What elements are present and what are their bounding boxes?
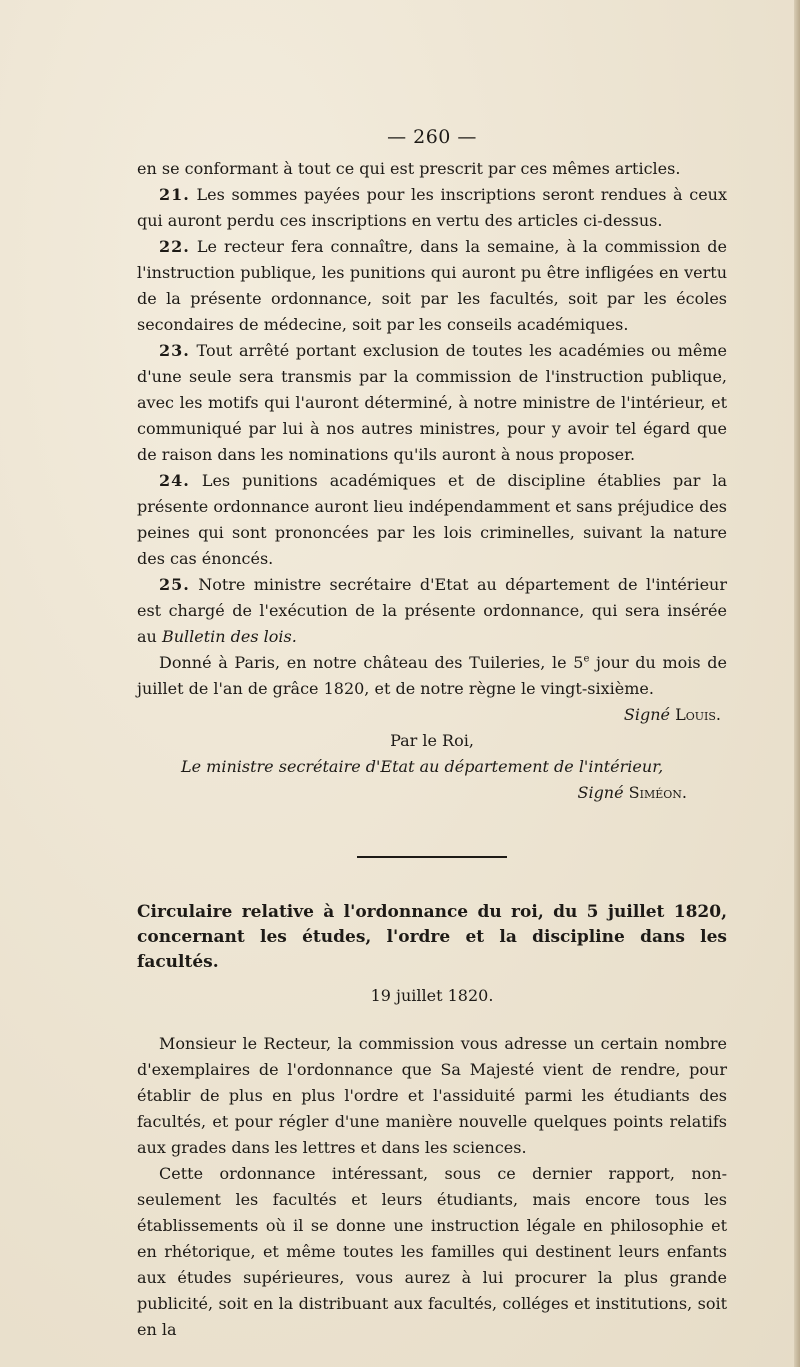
article-23 bbox=[137, 338, 727, 468]
article-text: Le recteur fera connaître, dans la semaine, à la commission de l'instruction publique, les punitions qui auront pu être infligées en vertu de la présente ordonnance, soit par les facultés, soit par les écoles secondaires de médecine, soit par les conseils académiques. bbox=[137, 237, 727, 334]
article-number: 24. bbox=[159, 471, 190, 490]
given-text-a: Donné à Paris, en notre château des Tuileries, le 5 bbox=[159, 653, 584, 672]
article-22 bbox=[137, 234, 727, 338]
superscript: e bbox=[583, 653, 590, 665]
article-number: 21. bbox=[159, 185, 190, 204]
section-divider bbox=[357, 856, 507, 858]
article-text: Les punitions académiques et de discipline établies par la présente ordonnance auront lieu indépendamment et sans préjudice des peines qui sont prononcées par les lois criminelles, suivant la nature des cas énoncés. bbox=[137, 471, 728, 568]
signer-name: Louis. bbox=[675, 705, 721, 724]
circular-paragraph-2: Cette ordonnance intéressant, sous ce dernier rapport, non-seulement les facultés et leurs étudiants, mais encore tous les établissements où il se donne une instruction légale en philosophie et en rhétorique, et même toutes les familles qui destinent leurs enfants aux études supérieures, vous aurez à lui procurer la plus grande publicité, soit en la distribuant aux facultés, colléges et institutions, soit en la bbox=[137, 1164, 727, 1339]
article-number: 25. bbox=[159, 575, 190, 594]
paragraph-continuation: en se conformant à tout ce qui est prescrit par ces mêmes articles. bbox=[137, 159, 681, 178]
article-25 bbox=[137, 572, 727, 650]
article-text: Les sommes payées pour les inscriptions seront rendues à ceux qui auront perdu ces inscriptions en vertu des articles ci-dessus. bbox=[137, 185, 727, 230]
minister-title: Le ministre secrétaire d'Etat au département de l'intérieur, bbox=[181, 757, 664, 776]
circular-paragraph-1: Monsieur le Recteur, la commission vous adresse un certain nombre d'exemplaires de l'ordonnance que Sa Majesté vient de rendre, pour établir de plus en plus l'ordre et l'assiduité parmi les étudiants des facultés, et pour régler d'une manière nouvelle quelques points relatifs aux grades dans les lettres et dans les sciences. bbox=[137, 1034, 727, 1157]
signer-name: Siméon. bbox=[628, 783, 687, 802]
bulletin-title: Bulletin des lois. bbox=[161, 627, 297, 646]
page-edge bbox=[794, 0, 800, 1367]
signe-label: Signé bbox=[577, 783, 624, 802]
given-at-paris bbox=[137, 650, 727, 702]
article-number: 22. bbox=[159, 237, 190, 256]
signature-louis bbox=[137, 702, 727, 728]
circular-heading: Circulaire relative à l'ordonnance du roi, du 5 juillet 1820, concernant les études, l'ordre et la discipline dans les facultés. bbox=[137, 902, 727, 972]
signe-label: Signé bbox=[623, 705, 671, 724]
circular-date: 19 juillet 1820. bbox=[370, 986, 494, 1005]
given-text-b: jour du mois de juillet de l'an de grâce 1820, et de notre règne le vingt-sixième. bbox=[137, 653, 727, 698]
document-page bbox=[137, 124, 727, 1343]
article-24 bbox=[137, 468, 727, 572]
article-number: 23. bbox=[159, 341, 190, 360]
par-le-roi: Par le Roi, bbox=[390, 731, 474, 750]
signature-simeon bbox=[137, 780, 727, 806]
page-number: — 260 — bbox=[387, 126, 477, 148]
article-text: Notre ministre secrétaire d'Etat au département de l'intérieur est chargé de l'exécution de la présente ordonnance, qui sera insérée au bbox=[137, 575, 727, 646]
article-21 bbox=[137, 182, 727, 234]
article-text: Tout arrêté portant exclusion de toutes les académies ou même d'une seule sera transmis par la commission de l'instruction publique, avec les motifs qui l'auront déterminé, à notre ministre de l'intérieur, et communiqué par lui à nos autres ministres, pour y avoir tel égard que de raison dans les nominations qu'ils auront à nous proposer. bbox=[137, 341, 727, 464]
